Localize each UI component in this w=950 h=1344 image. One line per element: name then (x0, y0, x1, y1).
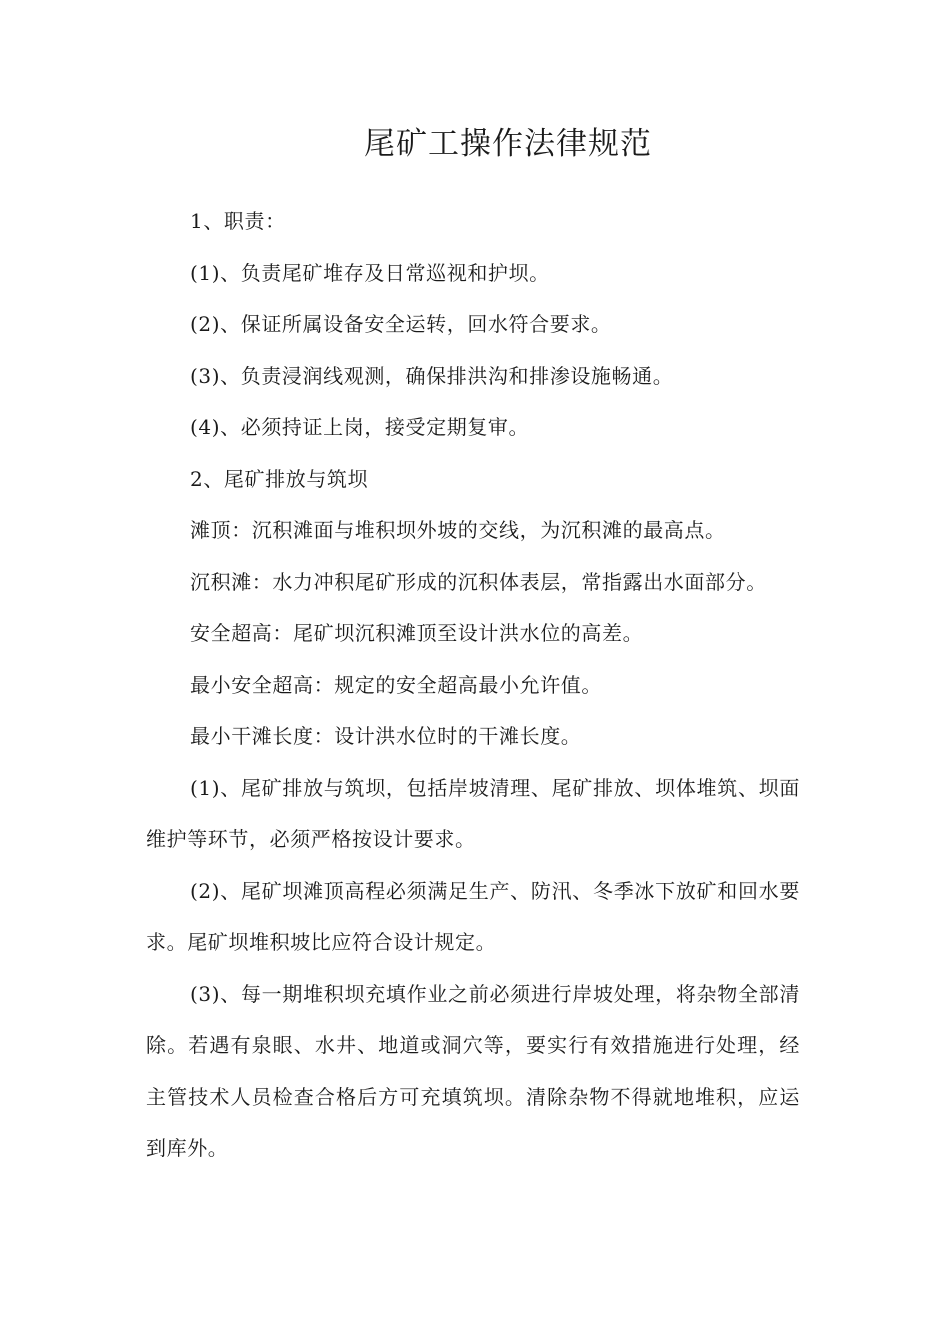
paragraph-duties-heading: 1、职责： (190, 209, 286, 233)
paragraph-duty-4: (4)、必须持证上岗，接受定期复审。 (190, 415, 530, 439)
document-title: 尾矿工操作法律规范 (364, 126, 652, 162)
paragraph-def-beach-top: 滩顶：沉积滩面与堆积坝外坡的交线，为沉积滩的最高点。 (190, 518, 726, 542)
paragraph-rule-2: (2)、尾矿坝滩顶高程必须满足生产、防汛、冬季冰下放矿和回水要求。尾矿坝堆积坡比应符合设计规定。 (146, 878, 800, 954)
paragraph-def-sediment-beach: 沉积滩：水力冲积尾矿形成的沉积体表层，常指露出水面部分。 (190, 569, 767, 594)
paragraph-rule-3: (3)、每一期堆积坝充填作业之前必须进行岸坡处理，将杂物全部清除。若遇有泉眼、水井、地道或洞穴等，要实行有效措施进行处理，经主管技术人员检查合格后方可充填筑坝。清除杂物不得就地堆积，应运到库外。 (146, 981, 800, 1160)
paragraph-def-safety-freeboard: 安全超高：尾矿坝沉积滩顶至设计洪水位的高差。 (190, 621, 644, 645)
paragraph-duty-1: (1)、负责尾矿堆存及日常巡视和护坝。 (190, 260, 550, 285)
document-body (146, 196, 800, 1175)
paragraph-def-min-freeboard: 最小安全超高：规定的安全超高最小允许值。 (190, 672, 602, 697)
paragraph-duty-2: (2)、保证所属设备安全运转，回水符合要求。 (190, 312, 612, 336)
paragraph-rule-1: (1)、尾矿排放与筑坝，包括岸坡清理、尾矿排放、坝体堆筑、坝面维护等环节，必须严格按设计要求。 (146, 775, 800, 851)
paragraph-section-2-heading: 2、尾矿排放与筑坝 (190, 466, 369, 491)
paragraph-def-min-dry-beach: 最小干滩长度：设计洪水位时的干滩长度。 (190, 724, 582, 748)
paragraph-duty-3: (3)、负责浸润线观测，确保排洪沟和排渗设施畅通。 (190, 363, 674, 388)
